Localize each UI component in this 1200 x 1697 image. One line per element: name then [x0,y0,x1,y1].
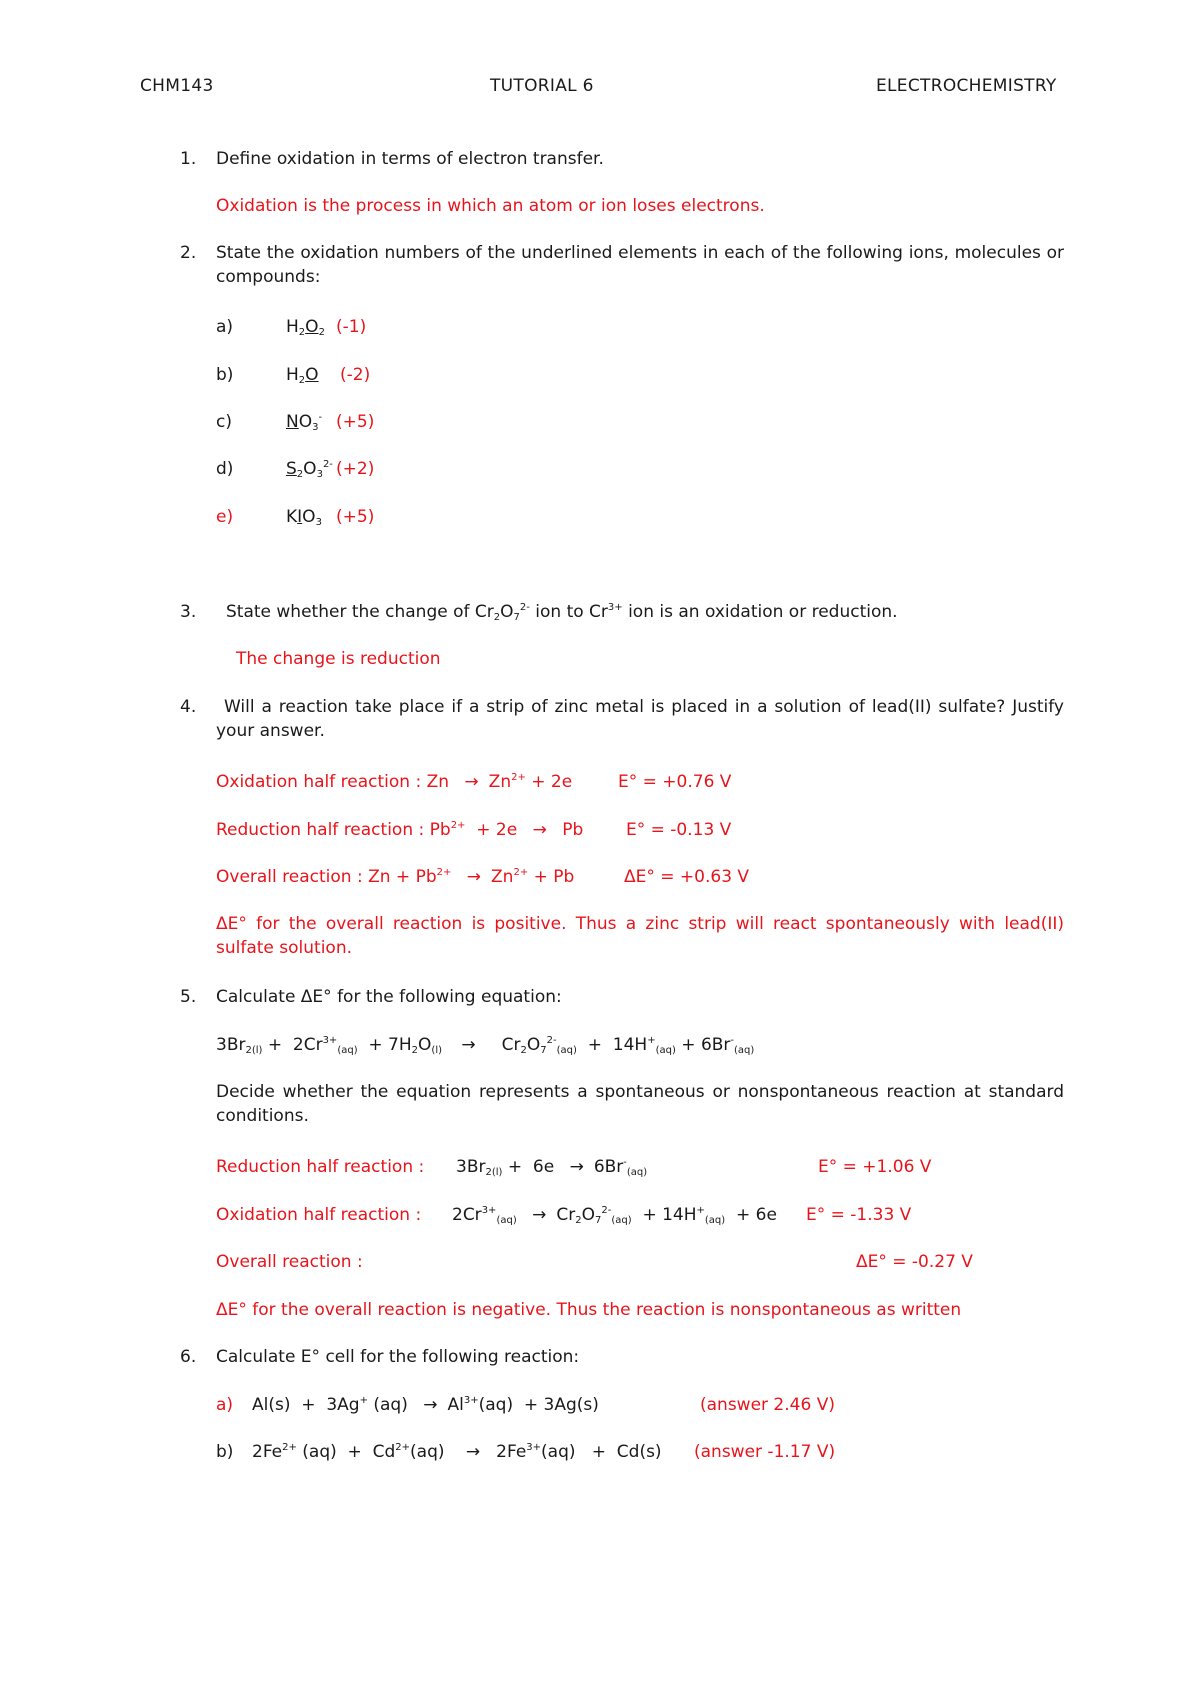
q4-overall-reaction: Overall reaction : $Zn + Pb^{2+} \to Zn^{2+} + Pb$ [216,867,575,887]
q4-question: Will a reaction take place if a strip of zinc metal is placed in a solution of lead(II) sulfate? Justify your answer. [216,697,1064,741]
q4-oxidation-half-reaction: Oxidation half reaction : $Zn \to Zn^{2+} + 2e$ [216,772,573,792]
q1-answer: Oxidation is the process in which an atom or ion loses electrons. [216,196,765,216]
q5-question: Calculate ΔE° for the following equation: [216,987,562,1007]
q6-number: 6. [180,1347,197,1367]
header-course: CHM143 [140,76,214,96]
q3-answer: The change is reduction [236,649,441,669]
q2b-answer: (-2) [340,365,371,385]
q5-reduction-equation: $3Br_{2(l)} + 6e \to 6Br^-_{(aq)}$ [456,1157,648,1178]
q6b-equation: $2Fe^{2+}$ $(aq) + Cd^{2+}(aq) \to 2Fe^{3+}(aq) + Cd(s)$ [252,1442,662,1462]
q5-reduction-eo: E° = +1.06 V [818,1157,932,1177]
q5-decide: Decide whether the equation represents a spontaneous or nonspontaneous reaction at standard conditions. [216,1082,1064,1126]
q2a-answer: (-1) [336,317,367,337]
q2d-formula: $S_2O_3^{2-}$ [286,459,333,480]
q2-number: 2. [180,243,197,263]
q6a-answer: (answer 2.46 V) [700,1395,835,1415]
q2e-answer: (+5) [336,507,375,527]
q4-oxidation-eo: E° = +0.76 V [618,772,732,792]
q6-question: Calculate E° cell for the following reaction: [216,1347,580,1367]
q6b-label: b) [216,1442,234,1462]
q4-conclusion: ΔE° for the overall reaction is positive. Thus a zinc strip will react spontaneously with lead(II) sulfate solution. [216,914,1064,958]
q2c-formula: $NO_3^-$ [286,412,323,433]
q5-equation: $3Br_{2(l)} + 2Cr^{3+}_{(aq)} + 7H_2O_{(l)} \to Cr_2O_7^{2-}_{(aq)} + 14H^+_{(aq)} + 6Br^-_{(aq)}$ [216,1035,755,1056]
q5-overall-label: Overall reaction : [216,1252,363,1272]
q5-overall-eo: ΔE° = -0.27 V [856,1252,973,1272]
q3-number: 3. [180,602,197,622]
q3-question: State whether the change of $Cr_2O_7^{2-}$ ion to $Cr^{3+}$ ion is an oxidation or reduction. [226,602,898,623]
header-title: TUTORIAL 6 [490,76,594,96]
q4-number: 4. [180,697,197,717]
q2d-label: d) [216,459,234,479]
q2d-answer: (+2) [336,459,375,479]
q2c-label: c) [216,412,232,432]
q6a-equation: Al(s) + 3Ag+ $(aq) \to Al^{3+}(aq) + 3Ag(s)$ [252,1395,599,1415]
q2b-formula: $H_2O$ [286,365,319,386]
q5-conclusion: ΔE° for the overall reaction is negative. Thus the reaction is nonspontaneous as written [216,1300,962,1320]
q2a-formula: $H_2O_2$ [286,317,325,338]
q4-reduction-eo: E° = -0.13 V [626,820,732,840]
q6b-answer: (answer -1.17 V) [694,1442,836,1462]
q5-number: 5. [180,987,197,1007]
q4-reduction-half-reaction: Reduction half reaction : $Pb^{2+} + 2e \to Pb$ [216,820,584,840]
q5-oxidation-equation: $2Cr^{3+}_{(aq)} \to Cr_2O_7^{2-}_{(aq)} + 14H^+_{(aq)} + 6e$ [452,1205,777,1226]
q1-number: 1. [180,149,197,169]
q1-question: Define oxidation in terms of electron transfer. [216,149,604,169]
q5-oxidation-label: Oxidation half reaction : [216,1205,422,1225]
q5-reduction-label: Reduction half reaction : [216,1157,425,1177]
q4-overall-eo: ΔE° = +0.63 V [624,867,750,887]
q5-oxidation-eo: E° = -1.33 V [806,1205,912,1225]
header-topic: ELECTROCHEMISTRY [876,76,1057,96]
q2-question: State the oxidation numbers of the underlined elements in each of the following ions, molecules or compounds: [216,243,1064,287]
q6a-label: a) [216,1395,234,1415]
q2b-label: b) [216,365,234,385]
q2c-answer: (+5) [336,412,375,432]
q2e-label: e) [216,507,234,527]
q2e-formula: $KIO_3$ [286,507,322,528]
q2a-label: a) [216,317,234,337]
